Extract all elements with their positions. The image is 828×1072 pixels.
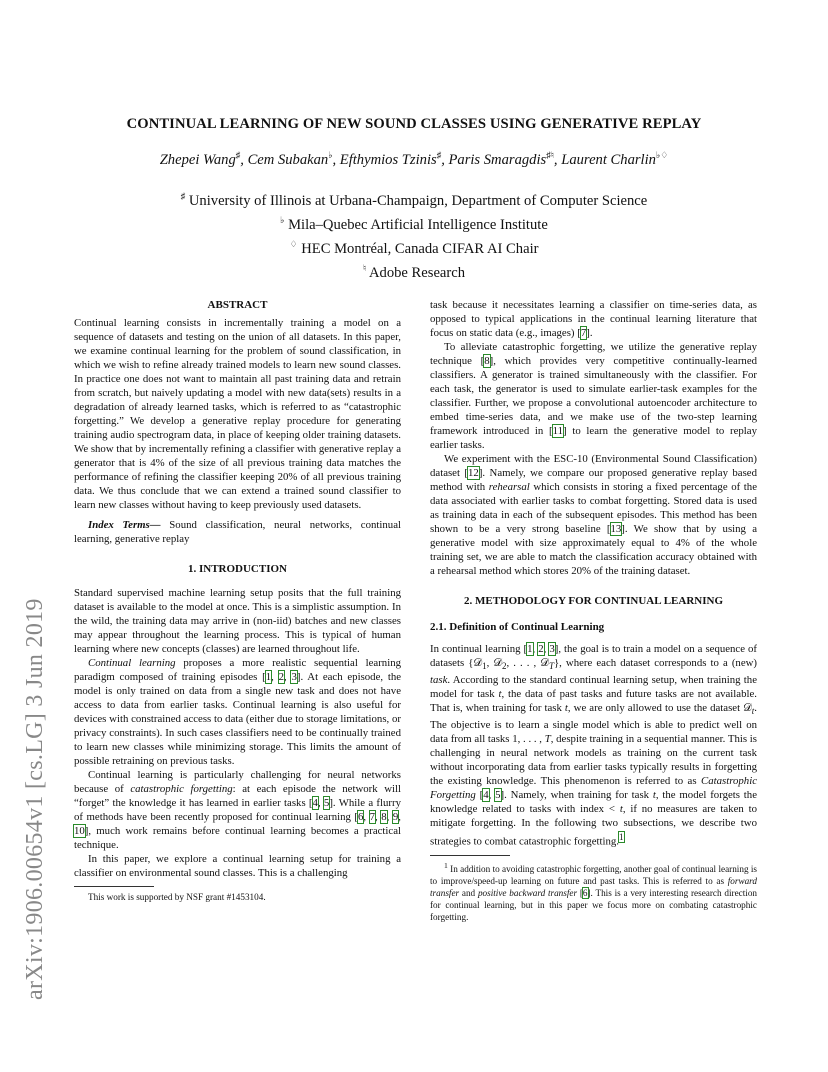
text-run: ], much work remains before continual learning becomes a practical technique. bbox=[74, 825, 401, 851]
author-mark: ♭ bbox=[328, 150, 333, 160]
math-text: , . . . , 𝒟 bbox=[506, 657, 549, 669]
index-terms-text: Sound classification, neural networks, continual learning, generative replay bbox=[74, 519, 401, 545]
right-paragraph-1 bbox=[430, 298, 757, 340]
text-run: and bbox=[459, 887, 478, 898]
author-name: Zhepei Wang bbox=[159, 151, 236, 168]
author-mark: ♯♮ bbox=[546, 150, 554, 160]
citation-link[interactable]: 6 bbox=[582, 887, 588, 898]
affiliation bbox=[0, 187, 828, 211]
citation-link[interactable]: 9 bbox=[392, 811, 399, 823]
paper-title: CONTINUAL LEARNING OF NEW SOUND CLASSES USING GENERATIVE REPLAY bbox=[126, 116, 702, 132]
text-run: proposes a more realistic sequential learning paradigm composed of training episodes [ bbox=[74, 657, 401, 683]
affiliation-list bbox=[0, 187, 828, 282]
section-2-heading: 2. METHODOLOGY FOR CONTINUAL LEARNING bbox=[463, 595, 724, 607]
text-run: . The objective is to learn a single model which is able to predict well on data from all tasks 1, . . . , bbox=[430, 702, 757, 746]
emphasis: forward transfer bbox=[430, 875, 757, 898]
citation-link[interactable]: 7 bbox=[369, 811, 376, 823]
text-run: ] to learn the generative model to replay earlier tasks. bbox=[430, 425, 757, 451]
author-mark: ♯ bbox=[235, 150, 241, 160]
citation-link[interactable]: 1 bbox=[265, 671, 272, 683]
footnote-1 bbox=[430, 860, 757, 923]
math-subscript: t bbox=[751, 706, 755, 717]
text-run: ]. While a flurry of methods have been recently proposed for continual learning [ bbox=[74, 797, 402, 823]
text-run: ], which provides very competitive continually-learned classifiers. A generator is trained simultaneously with the classifier. For each task, the generator is used to simulate earlier-task examples for the classifier. Further, we propose a convolutional autoencoder architecture to embed time-series data, and we make use of the two-step learning framework introduced in [ bbox=[430, 355, 758, 437]
text-run: task because it necessitates learning a classifier on time-series data, as opposed to typical applications in the continual learning literature that focus on static data (e.g., images) [ bbox=[430, 299, 757, 339]
emphasis: rehearsal bbox=[488, 481, 530, 493]
text-run: ], the goal is to train a model on a sequence of datasets {𝒟 bbox=[430, 643, 758, 669]
text-run: : at each episode the network will “forget” the knowledge it has learned in earlier tasks [ bbox=[74, 783, 401, 809]
affiliation-text: University of Illinois at Urbana-Champaign, Department of Computer Science bbox=[188, 192, 648, 209]
text-run: ]. bbox=[586, 327, 593, 339]
affiliation-mark: ♮ bbox=[362, 262, 367, 273]
text-run: , the model forgets the knowledge related to tasks with index < bbox=[430, 789, 757, 816]
citation-link[interactable]: 2 bbox=[278, 671, 284, 683]
citation-link[interactable]: 2 bbox=[538, 643, 544, 655]
affiliation-text: HEC Montréal, Canada CIFAR AI Chair bbox=[301, 240, 539, 257]
emphasis: catastrophic forgetting bbox=[130, 783, 233, 795]
index-terms bbox=[74, 518, 401, 546]
text-run: [ bbox=[577, 887, 583, 898]
citation-link[interactable]: 4 bbox=[483, 789, 489, 802]
math-variable: t bbox=[564, 702, 568, 715]
affiliation-mark: ♭ bbox=[280, 214, 285, 225]
intro-paragraph-1: Standard supervised machine learning setup posits that the full training dataset is available to the model at once. This is a simplistic assumption. In the wild, the training data may arrive in (non-iid) batches and new classes may appear throughout the learning process. This is typical of human learning where new concepts (classes) are learned throughout life. bbox=[74, 587, 401, 655]
text-run: , we are only allowed to use the dataset 𝒟 bbox=[567, 702, 752, 715]
author-name: Laurent Charlin bbox=[561, 151, 656, 168]
arxiv-identifier: arXiv:1906.00654v1 [cs.LG] 3 Jun 2019 bbox=[22, 598, 48, 1000]
footnote-mark: 1 bbox=[444, 860, 448, 870]
emphasis: Continual learning bbox=[88, 657, 176, 669]
citation-link[interactable]: 8 bbox=[381, 811, 387, 823]
text-run: To alleviate catastrophic forgetting, we utilize the generative replay technique [ bbox=[430, 341, 757, 367]
affiliation bbox=[0, 235, 828, 259]
math-subscript: 2 bbox=[501, 661, 507, 672]
author-list: Zhepei Wang♯, Cem Subakan♭, Efthymios Tzinis♯, Paris Smaragdis♯♮, Laurent Charlin♭♢ bbox=[159, 150, 669, 168]
author-name: Efthymios Tzinis bbox=[339, 151, 437, 168]
citation-link[interactable]: 4 bbox=[312, 797, 318, 809]
affiliation-text: Mila–Quebec Artificial Intelligence Institute bbox=[288, 216, 548, 233]
affiliation-mark: ♢ bbox=[289, 238, 298, 249]
author-mark: ♭♢ bbox=[655, 150, 669, 160]
text-run: , despite training in a sequential manner. This is challenging in neural network models as training on the current task without incorporating data from earlier tasks typically results in forgetting the existing knowledge. This phenomenon is referred to as bbox=[430, 733, 757, 788]
text-run: , if no measures are taken to mitigate forgetting. In the following two subsections, we describe two strategies to combat catastrophic forgetting. bbox=[430, 803, 758, 848]
text-run: , the data of past tasks and future tasks are not available. That is, when training for task bbox=[430, 688, 757, 715]
footnote-rule bbox=[74, 886, 154, 887]
index-terms-label: Index Terms— bbox=[88, 519, 161, 531]
intro-paragraph-2: Continual learning proposes a more realistic sequential learning paradigm composed of training episodes [1, 2, 3]. At each episode, the model is only trained on data from a single new task and does not have access to data from earlier tasks. Continual learning is also useful for devices with constrained access to data (either due to storage limitations, or privacy constraints). In such cases classifiers need to be continually trained to learn new classes while minimizing storage. This limits the amount of possible retraining on previous tasks. bbox=[74, 657, 402, 767]
right-paragraph-4: In continual learning [1, 2, 3], the goal is to train a model on a sequence of datasets {𝒟$_1$, 𝒟$_2$, . . . , 𝒟$_T$}, where each dataset corresponds to a (new) task. According to the standard continual learning setup, when training the model for task t, the data of past tasks and future tasks are not available. That is, when training for task t, we are only allowed to use the dataset 𝒟$_t$. The objective is to learn a single model which is able to predict well on data from all tasks 1, . . . , T, despite training in a sequential manner. This is challenging in neural network models as training on the current task without incorporating data from earlier tasks typically results in forgetting the existing knowledge. This phenomenon is referred to as Catastrophic Forgetting [4, 5]. Namely, when training for task t, the model forgets the knowledge related to tasks with index < t, if no measures are taken to mitigate forgetting. In the following two subsections, we describe two strategies to combat catastrophic forgetting.$^1$ bbox=[430, 643, 758, 848]
text-run: which consists in storing a fixed percentage of the data associated with earlier tasks to combat forgetting. Stored data is used as training data in each of the subsequent episodes. This method has been shown to be a very strong baseline [ bbox=[430, 481, 757, 535]
affiliation-mark: ♯ bbox=[180, 191, 186, 201]
footnote-rule bbox=[430, 855, 510, 856]
math-subscript: T bbox=[548, 661, 554, 672]
math-subscript: 1 bbox=[482, 661, 487, 672]
intro-paragraph-4: In this paper, we explore a continual learning setup for training a classifier on environmental sound classes. This is a challenging bbox=[74, 853, 401, 879]
text-run: Continual learning is particularly challenging for neural networks because of bbox=[74, 769, 401, 795]
text-run: [ bbox=[475, 789, 484, 802]
author-mark: ♯ bbox=[436, 150, 442, 160]
right-paragraph-2 bbox=[430, 340, 757, 452]
author-name: Paris Smaragdis bbox=[448, 151, 547, 168]
affiliation bbox=[0, 211, 828, 235]
citation-link[interactable]: 5 bbox=[323, 797, 330, 809]
text-run: In addition to avoiding catastrophic forgetting, another goal of continual learning is to improve/speed-up learning on future and past tasks. This is referred to as bbox=[430, 863, 757, 886]
right-column bbox=[430, 298, 757, 923]
math-variable: t bbox=[498, 688, 502, 701]
citation-link[interactable]: 10 bbox=[74, 825, 85, 837]
math-variable: t bbox=[652, 789, 656, 802]
citation-link[interactable]: 6 bbox=[358, 811, 364, 823]
emphasis: Catastrophic Forgetting bbox=[430, 775, 757, 802]
left-column bbox=[74, 298, 401, 903]
math-text: , 𝒟 bbox=[486, 657, 502, 669]
subsection-2-1-heading: 2.1. Definition of Continual Learning bbox=[430, 621, 605, 633]
citation-link[interactable]: 12 bbox=[468, 467, 479, 479]
intro-paragraph-3: Continual learning is particularly challenging for neural networks because of catastrophic forgetting: at each episode the network will “forget” the knowledge it has learned in earlier tasks [4, 5]. While a flurry of methods have been recently proposed for continual learning [6, 7, 8, 9, 10], much work remains before continual learning becomes a practical technique. bbox=[74, 769, 402, 851]
citation-link[interactable]: 3 bbox=[291, 671, 297, 683]
abstract-heading: ABSTRACT bbox=[207, 299, 268, 311]
text-run: ]. At each episode, the model is only trained on data from a single new task and does not have access to data from earlier tasks. Continual learning is also useful for devices with constrained access to data (either due to storage limitations, or privacy constraints). In such cases classifiers need to be continually trained to learn new classes while minimizing storage. This limits the amount of possible retraining on previous tasks. bbox=[74, 671, 402, 767]
math-variable: T bbox=[544, 733, 551, 746]
citation-link[interactable]: 3 bbox=[549, 643, 555, 655]
abstract-text: Continual learning consists in incrementally training a model on a sequence of datasets and testing on the union of all datasets. In this paper, we examine continual learning for the problem of sound classification, in which we wish to refine already trained models to learn new sound classes. In practice one does not want to maintain all past training data and retrain from scratch, but naively updating a model with new data(sets) results in a degradation of already learned tasks, which is referred to as “catastrophic forgetting.” We develop a generative replay procedure for generating training audio spectrogram data, in place of keeping older training datasets. We show that by incrementally refining a classifier with generative replay a generator that is 4% of the size of all previous training data matches the performance of refining the classifier keeping 20% of all previous training data. We thus conclude that we can extend a trained sound classifier to learn new classes without having to keep previously used datasets. bbox=[74, 317, 401, 511]
text-run: }, where each dataset corresponds to a (new) bbox=[553, 657, 758, 669]
citation-link[interactable]: 11 bbox=[552, 425, 564, 437]
text-run: We experiment with the ESC-10 (Environmental Sound Classification) dataset [ bbox=[430, 453, 757, 479]
author-name: Cem Subakan bbox=[247, 151, 329, 168]
footnote-link[interactable]: 1 bbox=[619, 832, 624, 843]
text-run: ]. We show that by using a generative model with size approximately equal to 4% of the whole training set, we are able to match the classification accuracy obtained with a rehearsal method which stores 20% of the training dataset. bbox=[430, 523, 757, 577]
footnote-funding: This work is supported by NSF grant #1453104. bbox=[88, 892, 266, 902]
citation-link[interactable]: 13 bbox=[610, 523, 622, 535]
citation-link[interactable]: 7 bbox=[580, 327, 587, 339]
text-run: In continual learning [ bbox=[430, 643, 528, 655]
section-1-heading: 1. INTRODUCTION bbox=[187, 563, 287, 575]
right-paragraph-3 bbox=[430, 452, 757, 578]
citation-link[interactable]: 5 bbox=[495, 789, 501, 802]
affiliation-text: Adobe Research bbox=[369, 264, 466, 281]
affiliation bbox=[0, 259, 828, 283]
text-run: . According to the standard continual learning setup, when training the model for task bbox=[430, 674, 757, 701]
math-variable: t bbox=[619, 803, 623, 816]
citation-link[interactable]: 8 bbox=[484, 355, 490, 367]
text-run: ]. This is a very interesting research direction for continual learning, but in this paper we focus more on combating catastrophic forgetting. bbox=[430, 887, 758, 922]
text-run: ]. Namely, we compare our proposed generative replay based method with bbox=[430, 467, 757, 493]
text-run: ]. Namely, when training for task bbox=[500, 789, 653, 802]
emphasis: positive backward transfer bbox=[477, 887, 578, 898]
citation-link[interactable]: 1 bbox=[527, 643, 533, 655]
emphasis: task bbox=[430, 674, 448, 687]
